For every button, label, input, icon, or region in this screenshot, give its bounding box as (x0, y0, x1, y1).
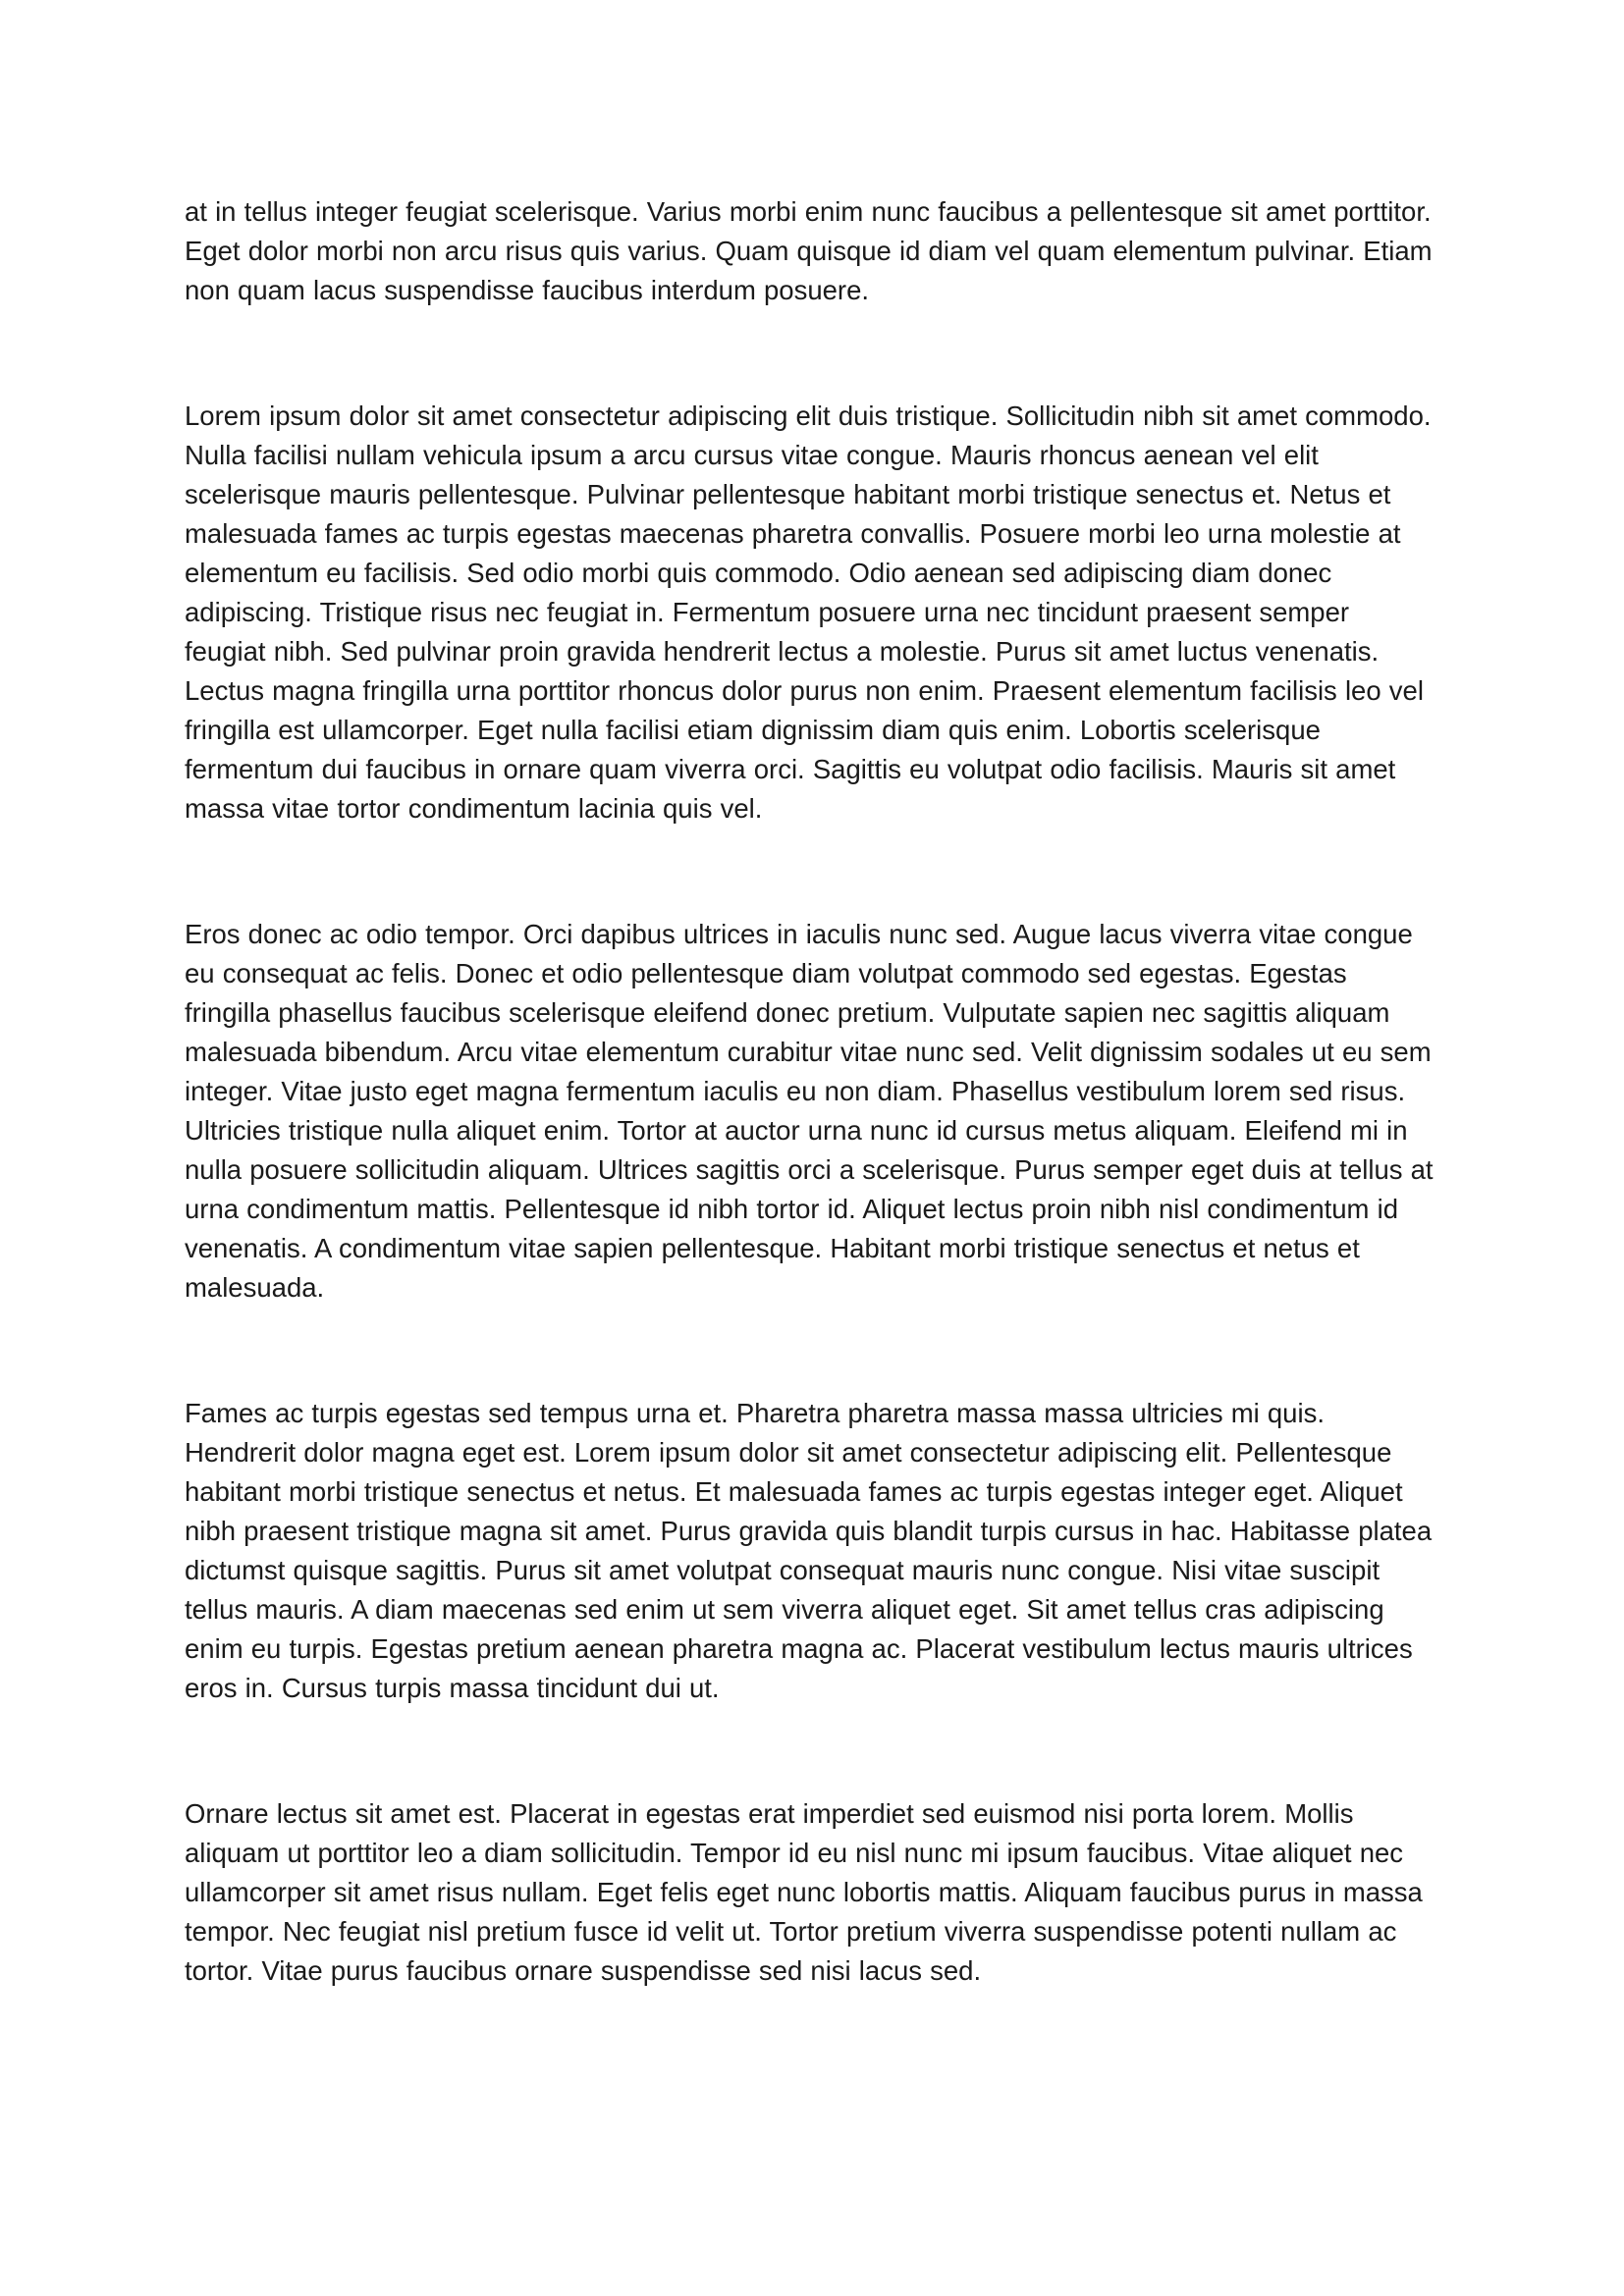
paragraph: Lorem ipsum dolor sit amet consectetur adipiscing elit duis tristique. Sollicitudin nibh sit amet commodo. Nulla facilisi nullam vehicula ipsum a arcu cursus vitae congue. Mauris rhoncus aenean vel elit scelerisque mauris pellentesque. Pulvinar pellentesque habitant morbi tristique senectus et. Netus et malesuada fames ac turpis egestas maecenas pharetra convallis. Posuere morbi leo urna molestie at elementum eu facilisis. Sed odio morbi quis commodo. Odio aenean sed adipiscing diam donec adipiscing. Tristique risus nec feugiat in. Fermentum posuere urna nec tincidunt praesent semper feugiat nibh. Sed pulvinar proin gravida hendrerit lectus a molestie. Purus sit amet luctus venenatis. Lectus magna fringilla urna porttitor rhoncus dolor purus non enim. Praesent elementum facilisis leo vel fringilla est ullamcorper. Eget nulla facilisi etiam dignissim diam quis enim. Lobortis scelerisque fermentum dui faucibus in ornare quam viverra orci. Sagittis eu volutpat odio facilisis. Mauris sit amet massa vitae tortor condimentum lacinia quis vel. (185, 400, 1432, 824)
paragraph: at in tellus integer feugiat scelerisque. Varius morbi enim nunc faucibus a pellentesque sit amet porttitor. Eget dolor morbi non arcu risus quis varius. Quam quisque id diam vel quam elementum pulvinar. Etiam non quam lacus suspendisse faucibus interdum posuere. (185, 196, 1433, 305)
paragraph: Fames ac turpis egestas sed tempus urna et. Pharetra pharetra massa massa ultricies mi quis. Hendrerit dolor magna eget est. Lorem ipsum dolor sit amet consectetur adipiscing elit. Pellentesque habitant morbi tristique senectus et netus. Et malesuada fames ac turpis egestas integer eget. Aliquet nibh praesent tristique magna sit amet. Purus gravida quis blandit turpis cursus in hac. Habitasse platea dictumst quisque sagittis. Purus sit amet volutpat consequat mauris nunc congue. Nisi vitae suscipit tellus mauris. A diam maecenas sed enim ut sem viverra aliquet eget. Sit amet tellus cras adipiscing enim eu turpis. Egestas pretium aenean pharetra magna ac. Placerat vestibulum lectus mauris ultrices eros in. Cursus turpis massa tincidunt dui ut. (185, 1398, 1433, 1703)
paragraph: Ornare lectus sit amet est. Placerat in egestas erat imperdiet sed euismod nisi porta lorem. Mollis aliquam ut porttitor leo a diam sollicitudin. Tempor id eu nisl nunc mi ipsum faucibus. Vitae aliquet nec ullamcorper sit amet risus nullam. Eget felis eget nunc lobortis mattis. Aliquam faucibus purus in massa tempor. Nec feugiat nisl pretium fusce id velit ut. Tortor pretium viverra suspendisse potenti nullam ac tortor. Vitae purus faucibus ornare suspendisse sed nisi lacus sed. (185, 1798, 1423, 1986)
paragraph: Eros donec ac odio tempor. Orci dapibus ultrices in iaculis nunc sed. Augue lacus viverra vitae congue eu consequat ac felis. Donec et odio pellentesque diam volutpat commodo sed egestas. Egestas fringilla phasellus faucibus scelerisque eleifend donec pretium. Vulputate sapien nec sagittis aliquam malesuada bibendum. Arcu vitae elementum curabitur vitae nunc sed. Velit dignissim sodales ut eu sem integer. Vitae justo eget magna fermentum iaculis eu non diam. Phasellus vestibulum lorem sed risus. Ultricies tristique nulla aliquet enim. Tortor at auctor urna nunc id cursus metus aliquam. Eleifend mi in nulla posuere sollicitudin aliquam. Ultrices sagittis orci a scelerisque. Purus semper eget duis at tellus at urna condimentum mattis. Pellentesque id nibh tortor id. Aliquet lectus proin nibh nisl condimentum id venenatis. A condimentum vitae sapien pellentesque. Habitant morbi tristique senectus et netus et malesuada. (185, 919, 1434, 1303)
